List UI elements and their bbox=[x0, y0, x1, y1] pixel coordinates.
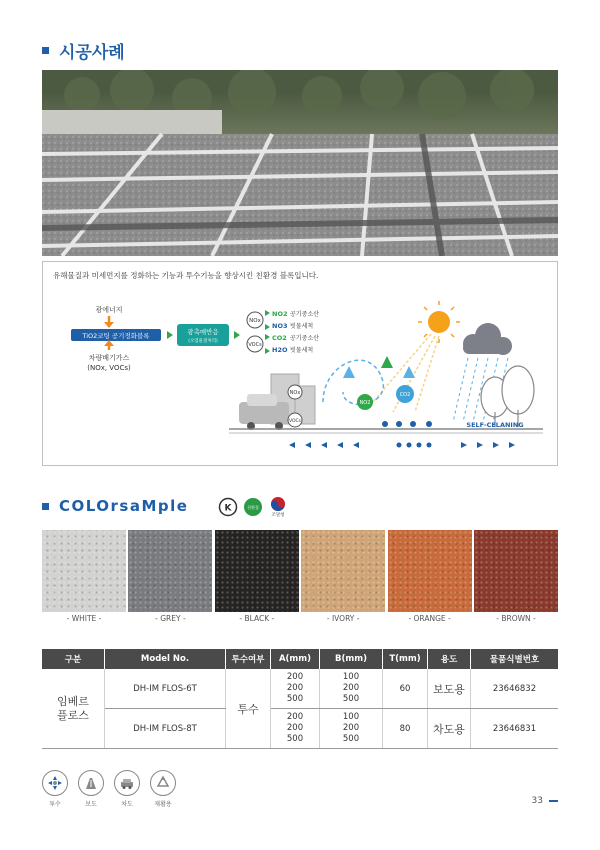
header-permeable: 투수여부 bbox=[226, 649, 271, 669]
bubble-co2-label: CO2 bbox=[399, 392, 411, 398]
page-number bbox=[532, 796, 558, 806]
header-t: T(mm) bbox=[383, 649, 428, 669]
certification-marks bbox=[218, 496, 288, 518]
reaction-4-formula: H2O bbox=[272, 346, 288, 354]
model-cell: DH-IM FLOS-8T bbox=[105, 709, 226, 749]
a-cell: 200 200 500 bbox=[271, 709, 320, 749]
header-use: 용도 bbox=[428, 649, 471, 669]
color-swatch bbox=[388, 530, 472, 612]
t-cell: 60 bbox=[383, 669, 428, 709]
color-swatch bbox=[42, 530, 126, 612]
b-cell: 100 200 500 bbox=[320, 709, 383, 749]
spec-table bbox=[42, 649, 558, 749]
bubble-vocs-label: VOCs bbox=[288, 419, 302, 424]
catalyst-label: 광촉매반응 bbox=[187, 328, 219, 336]
icon-label: 투수 bbox=[49, 801, 61, 808]
page-number-text: 33 bbox=[531, 796, 543, 806]
table-header-row bbox=[42, 649, 558, 669]
ground-arrows bbox=[289, 442, 515, 448]
header-a: A(mm) bbox=[271, 649, 320, 669]
construction-photo bbox=[42, 70, 558, 256]
header-model: Model No. bbox=[105, 649, 226, 669]
reaction-1-text: 공기중소산 bbox=[290, 311, 319, 318]
page-number-bar bbox=[549, 800, 558, 802]
product-id-cell: 23646832 bbox=[471, 669, 559, 709]
procurement-mark bbox=[268, 496, 288, 518]
eco-label-icon bbox=[243, 497, 263, 517]
feature-roadway bbox=[114, 770, 140, 808]
exhaust-gas-label: 차량배기가스 bbox=[88, 354, 130, 362]
permeable-icon bbox=[42, 770, 68, 796]
reaction-3-formula: CO2 bbox=[272, 334, 287, 342]
color-swatch-label: - BLACK - bbox=[239, 614, 275, 623]
light-energy-label: 광에너지 bbox=[95, 306, 123, 314]
tio2-block-label: TiO2코팅 공기정화블록 bbox=[82, 332, 150, 340]
procurement-icon bbox=[268, 496, 288, 512]
title-bullet bbox=[42, 47, 49, 54]
feature-permeable bbox=[42, 770, 68, 808]
product-name-cell: 임베르 플로스 bbox=[42, 669, 105, 749]
roadway-icon bbox=[114, 770, 140, 796]
section-title-text: COLOrsaMple bbox=[59, 497, 189, 515]
section-title-construction bbox=[42, 38, 125, 63]
permeable-cell: 투수 bbox=[226, 669, 271, 749]
color-swatch-label: - WHITE - bbox=[66, 614, 102, 623]
color-swatch-label: - GREY - bbox=[155, 614, 186, 623]
header-product-id: 물품식별번호 bbox=[471, 649, 559, 669]
table-row bbox=[42, 709, 558, 749]
feature-recycle bbox=[150, 770, 176, 808]
feature-sidewalk bbox=[78, 770, 104, 808]
icon-label: 보도 bbox=[85, 801, 97, 808]
procurement-label: 조달청 bbox=[271, 513, 285, 518]
t-cell: 80 bbox=[383, 709, 428, 749]
b-cell: 100 200 500 bbox=[320, 669, 383, 709]
section-title-text: 시공사례 bbox=[59, 43, 125, 63]
color-swatch bbox=[474, 530, 558, 612]
self-cleaning-label: SELF-CELANING bbox=[466, 421, 524, 429]
use-cell: 차도용 bbox=[428, 709, 471, 749]
color-swatch bbox=[215, 530, 299, 612]
vocs-circle-label: VOCs bbox=[248, 342, 262, 348]
color-swatch-label: - BROWN - bbox=[496, 614, 536, 623]
bubble-no2-label: NO2 bbox=[359, 400, 371, 406]
kc-mark-icon bbox=[218, 497, 238, 517]
icon-label: 재활용 bbox=[154, 801, 172, 808]
model-cell: DH-IM FLOS-6T bbox=[105, 669, 226, 709]
catalyst-sub: (오염물질처리) bbox=[188, 339, 218, 344]
header-category: 구분 bbox=[42, 649, 105, 669]
kc-mark-label: K bbox=[224, 503, 232, 514]
color-swatch bbox=[301, 530, 385, 612]
eco-label-text: 친환경 bbox=[247, 505, 259, 510]
table-row bbox=[42, 669, 558, 709]
photocatalyst-diagram bbox=[43, 262, 557, 465]
reaction-1-formula: NO2 bbox=[272, 310, 288, 318]
nox-circle-label: NOx bbox=[249, 318, 261, 324]
trees-icon bbox=[481, 366, 534, 427]
exhaust-gas-sub: (NOx, VOCs) bbox=[87, 364, 131, 372]
color-swatch-label: - IVORY - bbox=[326, 614, 360, 623]
color-swatch-label: - ORANGE - bbox=[408, 614, 451, 623]
reaction-2-formula: NO3 bbox=[272, 322, 288, 330]
header-b: B(mm) bbox=[320, 649, 383, 669]
sidewalk-icon bbox=[78, 770, 104, 796]
rain-cloud-icon bbox=[463, 323, 512, 355]
color-swatch bbox=[128, 530, 212, 612]
feature-icons bbox=[42, 770, 176, 808]
product-description: 유해물질과 미세먼지를 정화하는 기능과 투수기능을 향상시킨 친환경 블록입니다. bbox=[53, 271, 319, 280]
section-title-color-sample bbox=[42, 497, 188, 515]
a-cell: 200 200 500 bbox=[271, 669, 320, 709]
reaction-3-text: 공기중소산 bbox=[290, 335, 319, 342]
title-bullet bbox=[42, 503, 49, 510]
reaction-4-text: 빗물세척 bbox=[290, 347, 314, 354]
recycle-icon bbox=[150, 770, 176, 796]
icon-label: 차도 bbox=[121, 801, 133, 808]
eco-block-info-box bbox=[42, 261, 558, 466]
product-id-cell: 23646831 bbox=[471, 709, 559, 749]
use-cell: 보도용 bbox=[428, 669, 471, 709]
bubble-nox-label: NOx bbox=[289, 390, 301, 396]
reaction-2-text: 빗물세척 bbox=[290, 323, 314, 330]
